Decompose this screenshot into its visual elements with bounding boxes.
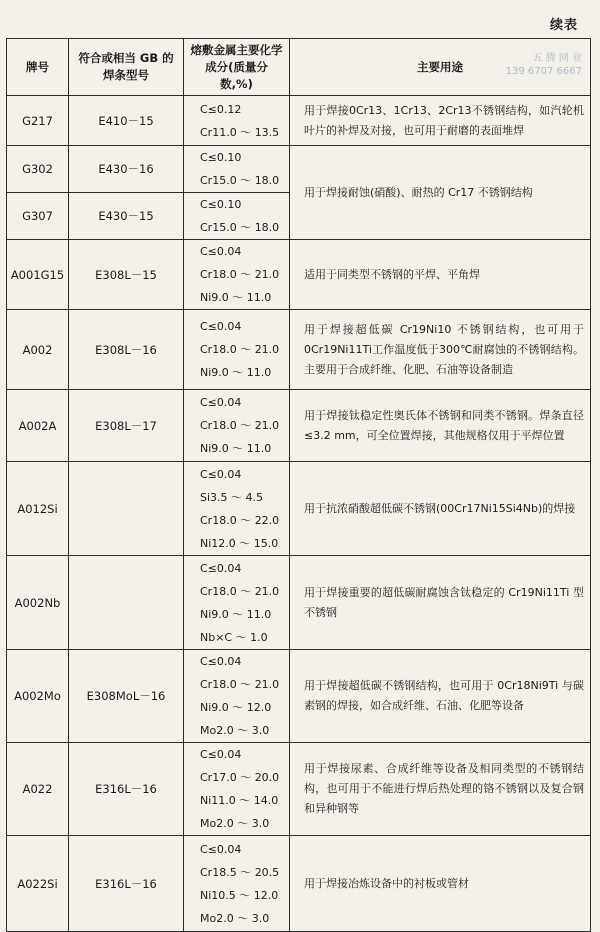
usage-cell: 用于焊接0Cr13、1Cr13、2Cr13不锈钢结构，如汽轮机叶片的补焊及对接，也可用于耐磨的表面堆焊 [290, 96, 591, 146]
header-grade: 牌号 [7, 39, 69, 96]
composition-line: Cr18.0 ～ 22.0 [200, 513, 280, 527]
gb-model-cell [69, 556, 184, 650]
composition-line: C≤0.04 [200, 748, 242, 761]
gb-model-cell: E308L－15 [69, 240, 184, 310]
composition-line: Cr15.0 ～ 18.0 [200, 221, 280, 234]
table-row [7, 390, 591, 462]
grade-cell: A012Si [7, 462, 69, 556]
usage-cell: 适用于同类型不锈钢的平焊、平角焊 [290, 240, 591, 310]
table-body [7, 96, 591, 932]
table-row [7, 96, 591, 146]
composition-line: Cr11.0 ～ 13.5 [200, 125, 280, 139]
gb-model-cell: E430－15 [69, 193, 184, 240]
composition-cell [184, 650, 290, 743]
composition-line: C≤0.04 [200, 320, 242, 333]
composition-line: C≤0.10 [200, 198, 242, 211]
composition-line: Mo2.0 ～ 3.0 [200, 817, 270, 830]
composition-line: Cr17.0 ～ 20.0 [200, 771, 280, 784]
composition-line: C≤0.04 [200, 561, 242, 575]
watermark-line: 139 6707 6667 [505, 66, 582, 77]
composition-line: Cr18.0 ～ 21.0 [200, 268, 280, 281]
composition-line: Ni9.0 ～ 11.0 [200, 291, 272, 304]
gb-model-cell [69, 462, 184, 556]
composition-cell [184, 96, 290, 146]
table-row [7, 836, 591, 932]
composition-line: C≤0.12 [200, 102, 242, 116]
table-row [7, 743, 591, 836]
usage-cell: 用于抗浓硝酸超低碳不锈钢(00Cr17Ni15Si4Nb)的焊接 [290, 462, 591, 556]
composition-line: Cr18.5 ～ 20.5 [200, 865, 280, 879]
composition-cell [184, 462, 290, 556]
header-usage: 主要用途 [290, 39, 591, 96]
composition-line: C≤0.04 [200, 467, 242, 481]
grade-cell: G307 [7, 193, 69, 240]
composition-line: C≤0.04 [200, 396, 242, 409]
composition-cell [184, 146, 290, 193]
composition-line: Ni11.0 ～ 14.0 [200, 794, 279, 807]
composition-cell [184, 310, 290, 390]
grade-cell: A022Si [7, 836, 69, 932]
grade-cell: A002Mo [7, 650, 69, 743]
composition-line: Si3.5 ～ 4.5 [200, 490, 264, 504]
gb-model-cell: E410－15 [69, 96, 184, 146]
header-composition: 熔敷金属主要化学成分(质量分数,%) [184, 39, 290, 96]
table-row [7, 462, 591, 556]
continued-label: 续表 [549, 18, 578, 33]
composition-cell [184, 240, 290, 310]
composition-line: C≤0.10 [200, 151, 242, 164]
composition-line: Cr18.0 ～ 21.0 [200, 419, 280, 432]
composition-line: Cr18.0 ～ 21.0 [200, 584, 280, 598]
table-header-row [7, 39, 591, 96]
electrode-table [6, 38, 591, 932]
grade-cell: A002 [7, 310, 69, 390]
composition-line: C≤0.04 [200, 842, 242, 856]
grade-cell: G302 [7, 146, 69, 193]
grade-cell: A002A [7, 390, 69, 462]
watermark-line: 五 腾 网 业 [532, 53, 582, 64]
composition-line: Ni12.0 ～ 15.0 [200, 536, 279, 550]
usage-cell: 用于焊接尿素、合成纤维等设备及相同类型的不锈钢结构，也可用于不能进行焊后热处理的铬不锈钢以及复合钢和异种钢等 [290, 743, 591, 836]
composition-cell [184, 193, 290, 240]
composition-line: Cr15.0 ～ 18.0 [200, 174, 280, 187]
usage-cell: 用于焊接超低碳不锈钢结构，也可用于 0Cr18Ni9Ti 与碳素钢的焊接，如合成纤维、石油、化肥等设备 [290, 650, 591, 743]
usage-cell: 用于焊接冶炼设备中的衬板或管材 [290, 836, 591, 932]
composition-line: Mo2.0 ～ 3.0 [200, 911, 270, 925]
composition-line: Mo2.0 ～ 3.0 [200, 724, 270, 737]
table-row [7, 310, 591, 390]
usage-cell: 用于焊接重要的超低碳耐腐蚀含钛稳定的 Cr19Ni11Ti 型不锈钢 [290, 556, 591, 650]
gb-model-cell: E316L－16 [69, 836, 184, 932]
header-gb-model: 符合或相当 GB 的焊条型号 [69, 39, 184, 96]
composition-line: Cr18.0 ～ 21.0 [200, 678, 280, 691]
composition-line: C≤0.04 [200, 245, 242, 258]
grade-cell: A001G15 [7, 240, 69, 310]
composition-line: Ni9.0 ～ 11.0 [200, 607, 272, 621]
composition-cell [184, 743, 290, 836]
grade-cell: A002Nb [7, 556, 69, 650]
usage-cell: 用于焊接钛稳定性奥氏体不锈钢和同类不锈钢。焊条直径≤3.2 mm，可全位置焊接，其他规格仅用于平焊位置 [290, 390, 591, 462]
table-row [7, 650, 591, 743]
table-row [7, 240, 591, 310]
composition-line: Nb×C ～ 1.0 [200, 630, 268, 644]
composition-line: Cr18.0 ～ 21.0 [200, 343, 280, 356]
composition-line: Ni9.0 ～ 11.0 [200, 442, 272, 455]
gb-model-cell: E308L－16 [69, 310, 184, 390]
composition-line: Ni10.5 ～ 12.0 [200, 888, 279, 902]
composition-cell [184, 556, 290, 650]
composition-line: Ni9.0 ～ 12.0 [200, 701, 272, 714]
usage-cell: 用于焊接耐蚀(硝酸)、耐热的 Cr17 不锈钢结构 [290, 146, 591, 240]
gb-model-cell: E316L－16 [69, 743, 184, 836]
grade-cell: G217 [7, 96, 69, 146]
composition-cell [184, 390, 290, 462]
table-row [7, 556, 591, 650]
gb-model-cell: E308MoL－16 [69, 650, 184, 743]
table-row [7, 146, 591, 193]
grade-cell: A022 [7, 743, 69, 836]
usage-cell: 用于焊接超低碳 Cr19Ni10 不锈钢结构，也可用于0Cr19Ni11Ti工作温度低于300℃耐腐蚀的不锈钢结构。主要用于合成纤维、化肥、石油等设备制造 [290, 310, 591, 390]
composition-line: C≤0.04 [200, 655, 242, 668]
composition-cell [184, 836, 290, 932]
composition-line: Ni9.0 ～ 11.0 [200, 366, 272, 379]
gb-model-cell: E308L－17 [69, 390, 184, 462]
gb-model-cell: E430－16 [69, 146, 184, 193]
